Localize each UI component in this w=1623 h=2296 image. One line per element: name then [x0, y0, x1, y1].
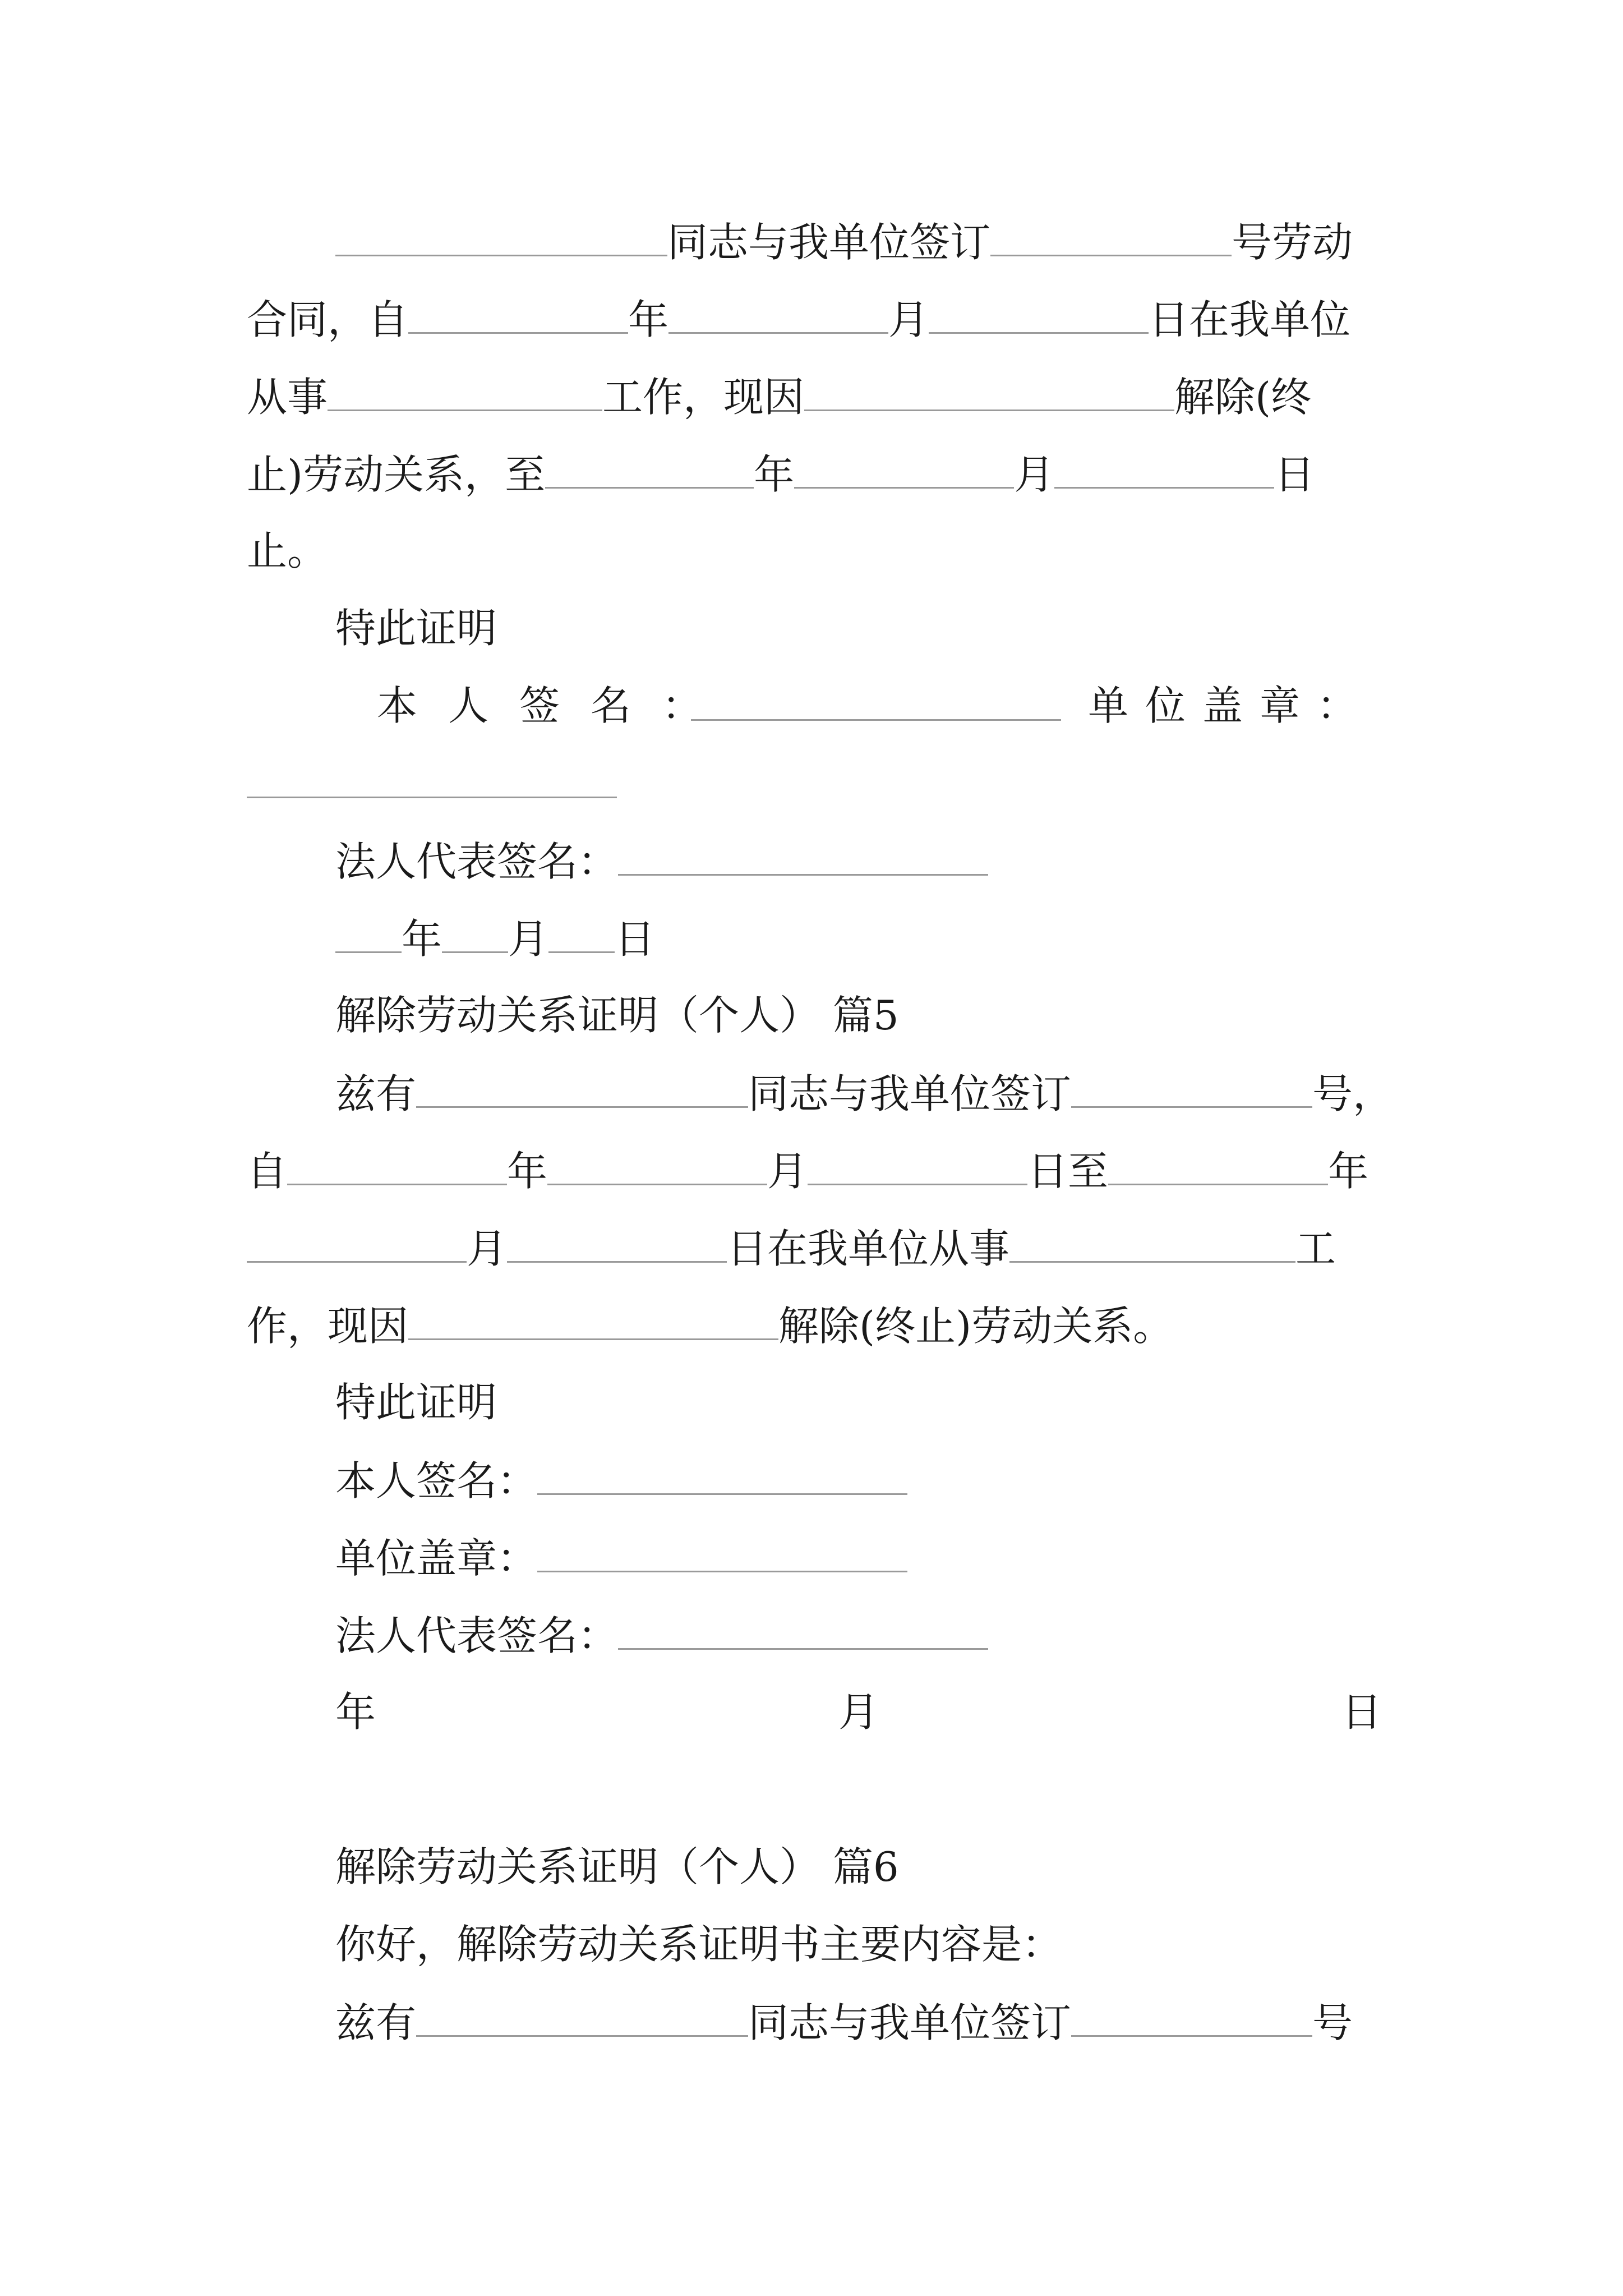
blank-year[interactable] — [335, 910, 402, 953]
s5-line-4: 作，现因 解除(终止)劳动关系。 — [247, 1297, 1173, 1353]
blank-month[interactable] — [547, 1142, 767, 1185]
blank-day[interactable] — [548, 910, 615, 953]
proof-statement: 特此证明 — [335, 1379, 497, 1426]
s6-line-1: 兹有 同志与我单位签订 号 — [335, 1994, 1353, 2050]
blank-name[interactable] — [416, 1994, 748, 2037]
unit-seal-line: 单位盖章： — [335, 1529, 907, 1585]
blank-year[interactable] — [545, 445, 754, 489]
intro-line: 你好，解除劳动关系证明书主要内容是： — [335, 1921, 1063, 1968]
date-line: 年 月 日 — [335, 1688, 1382, 1736]
s5-line-3: 月 日在我单位从事 工 — [247, 1220, 1336, 1276]
date-line: 年 月 日 — [335, 910, 655, 966]
blank-month[interactable] — [247, 1220, 467, 1263]
blank-contract-no[interactable] — [990, 213, 1232, 256]
blank-job[interactable] — [1009, 1220, 1295, 1263]
blank-name[interactable] — [335, 213, 667, 256]
blank-day[interactable] — [1054, 445, 1274, 489]
unit-seal-blank[interactable] — [247, 755, 617, 798]
blank-contract-no[interactable] — [1071, 1994, 1312, 2037]
unit-seal-blank[interactable] — [537, 1529, 907, 1572]
legal-rep-blank[interactable] — [618, 832, 988, 876]
s4-line-3: 从事 工作，现因 解除(终 — [247, 368, 1311, 424]
blank-contract-no[interactable] — [1071, 1065, 1312, 1108]
blank-month[interactable] — [794, 445, 1014, 489]
s4-line-2: 合同，自 年 月 日在我单位 — [247, 291, 1350, 347]
legal-rep-blank[interactable] — [618, 1607, 988, 1650]
blank-month[interactable] — [442, 910, 508, 953]
blank-year[interactable] — [1108, 1142, 1328, 1185]
blank-month[interactable] — [668, 291, 888, 334]
self-sign-blank[interactable] — [537, 1452, 907, 1495]
blank-reason[interactable] — [804, 368, 1174, 411]
s5-line-1: 兹有 同志与我单位签订 号， — [335, 1065, 1393, 1121]
s4-line-5: 止。 — [247, 527, 328, 574]
blank-reason[interactable] — [408, 1297, 778, 1340]
blank-day[interactable] — [507, 1220, 727, 1263]
blank-day[interactable] — [929, 291, 1149, 334]
self-sign-line: 本人签名： — [335, 1452, 907, 1508]
section-heading: 解除劳动关系证明（个人） 篇5 — [335, 992, 899, 1039]
blank-year[interactable] — [287, 1142, 507, 1185]
unit-seal-label: 单 位 盖 章 ： — [1088, 682, 1357, 729]
s4-line-4: 止)劳动关系，至 年 月 日 — [247, 445, 1315, 501]
section-heading: 解除劳动关系证明（个人） 篇6 — [335, 1843, 899, 1890]
s4-line-1: 同志与我单位签订 号劳动 — [335, 213, 1353, 269]
blank-name[interactable] — [416, 1065, 748, 1108]
s5-line-2: 自 年 月 日至 年 — [247, 1142, 1368, 1198]
blank-day[interactable] — [808, 1142, 1027, 1185]
legal-rep-sign: 法人代表签名： — [335, 1607, 988, 1663]
blank-year[interactable] — [408, 291, 628, 334]
legal-rep-sign: 法人代表签名： — [335, 832, 988, 889]
self-sign-label: 本 人 签 名 ： — [377, 682, 702, 729]
proof-statement: 特此证明 — [335, 605, 497, 652]
blank-job[interactable] — [328, 368, 602, 411]
self-sign-blank[interactable] — [691, 678, 1061, 721]
